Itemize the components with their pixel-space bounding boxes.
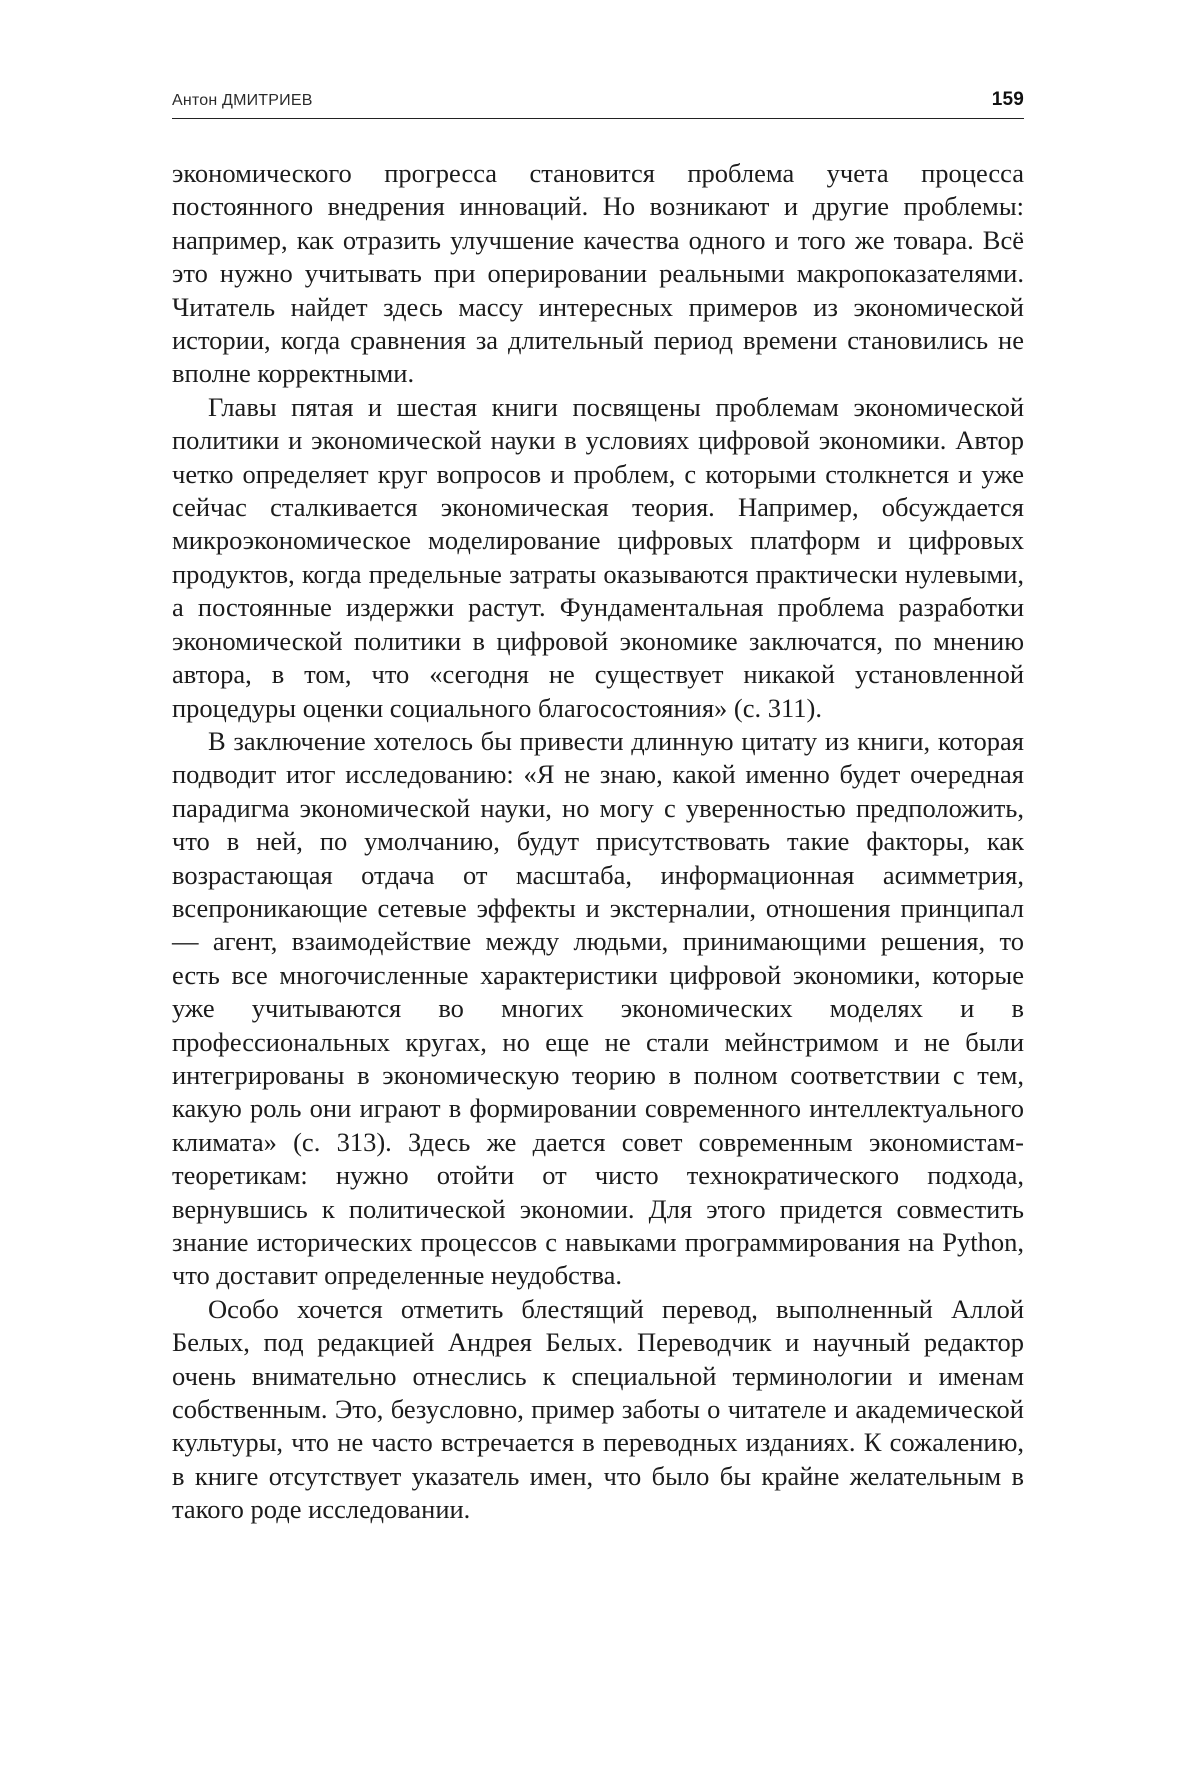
paragraph-continuation: экономического прогресса становится проблема учета процесса постоянного внедрения инноваций. Но возникают и другие проблемы: например, как отразить улучшение качества одного и того же товара. Всё это нужно учитывать при оперировании реальными макропоказателями. Читатель найдет здесь массу интересных примеров из экономической истории, когда сравнения за длительный период времени становились не вполне корректными.	[172, 157, 1024, 391]
header-rule	[172, 118, 1024, 119]
body-text	[172, 157, 1024, 1527]
running-header-author: Антон ДМИТРИЕВ	[172, 92, 313, 110]
running-header	[172, 88, 1024, 118]
page-number: 159	[992, 89, 1024, 111]
paragraph: В заключение хотелось бы привести длинную цитату из книги, которая подводит итог исследованию: «Я не знаю, какой именно будет очередная парадигма экономической науки, но могу с уверенностью предположить, что в ней, по умолчанию, будут присутствовать такие факторы, как возрастающая отдача от масштаба, информационная асимметрия, всепроникающие сетевые эффекты и экстерналии, отношения принципал — агент, взаимодействие между людьми, принимающими решения, то есть все многочисленные характеристики цифровой экономики, которые уже учитываются во многих экономических моделях и в профессиональных кругах, но еще не стали мейнстримом и не были интегрированы в экономическую теорию в полном соответствии с тем, какую роль они играют в формировании современного интеллектуального климата» (с. 313). Здесь же дается совет современным экономистам-теоретикам: нужно отойти от чисто технократического подхода, вернувшись к политической экономии. Для этого придется совместить знание исторических процессов с навыками программирования на Python, что доставит определенные неудобства.	[172, 725, 1024, 1293]
paragraph: Особо хочется отметить блестящий перевод, выполненный Аллой Белых, под редакцией Андрея Белых. Переводчик и научный редактор очень внимательно отнеслись к специальной терминологии и именам собственным. Это, безусловно, пример заботы о читателе и академической культуры, что не часто встречается в переводных изданиях. К сожалению, в книге отсутствует указатель имен, что было бы крайне желательным в такого роде исследовании.	[172, 1293, 1024, 1527]
paragraph: Главы пятая и шестая книги посвящены проблемам экономической политики и экономической науки в условиях цифровой экономики. Автор четко определяет круг вопросов и проблем, с которыми столкнется и уже сейчас сталкивается экономическая теория. Например, обсуждается микроэкономическое моделирование цифровых платформ и цифровых продуктов, когда предельные затраты оказываются практически нулевыми, а постоянные издержки растут. Фундаментальная проблема разработки экономической политики в цифровой экономике заключатся, по мнению автора, в том, что «сегодня не существует никакой установленной процедуры оценки социального благосостояния» (с. 311).	[172, 391, 1024, 725]
